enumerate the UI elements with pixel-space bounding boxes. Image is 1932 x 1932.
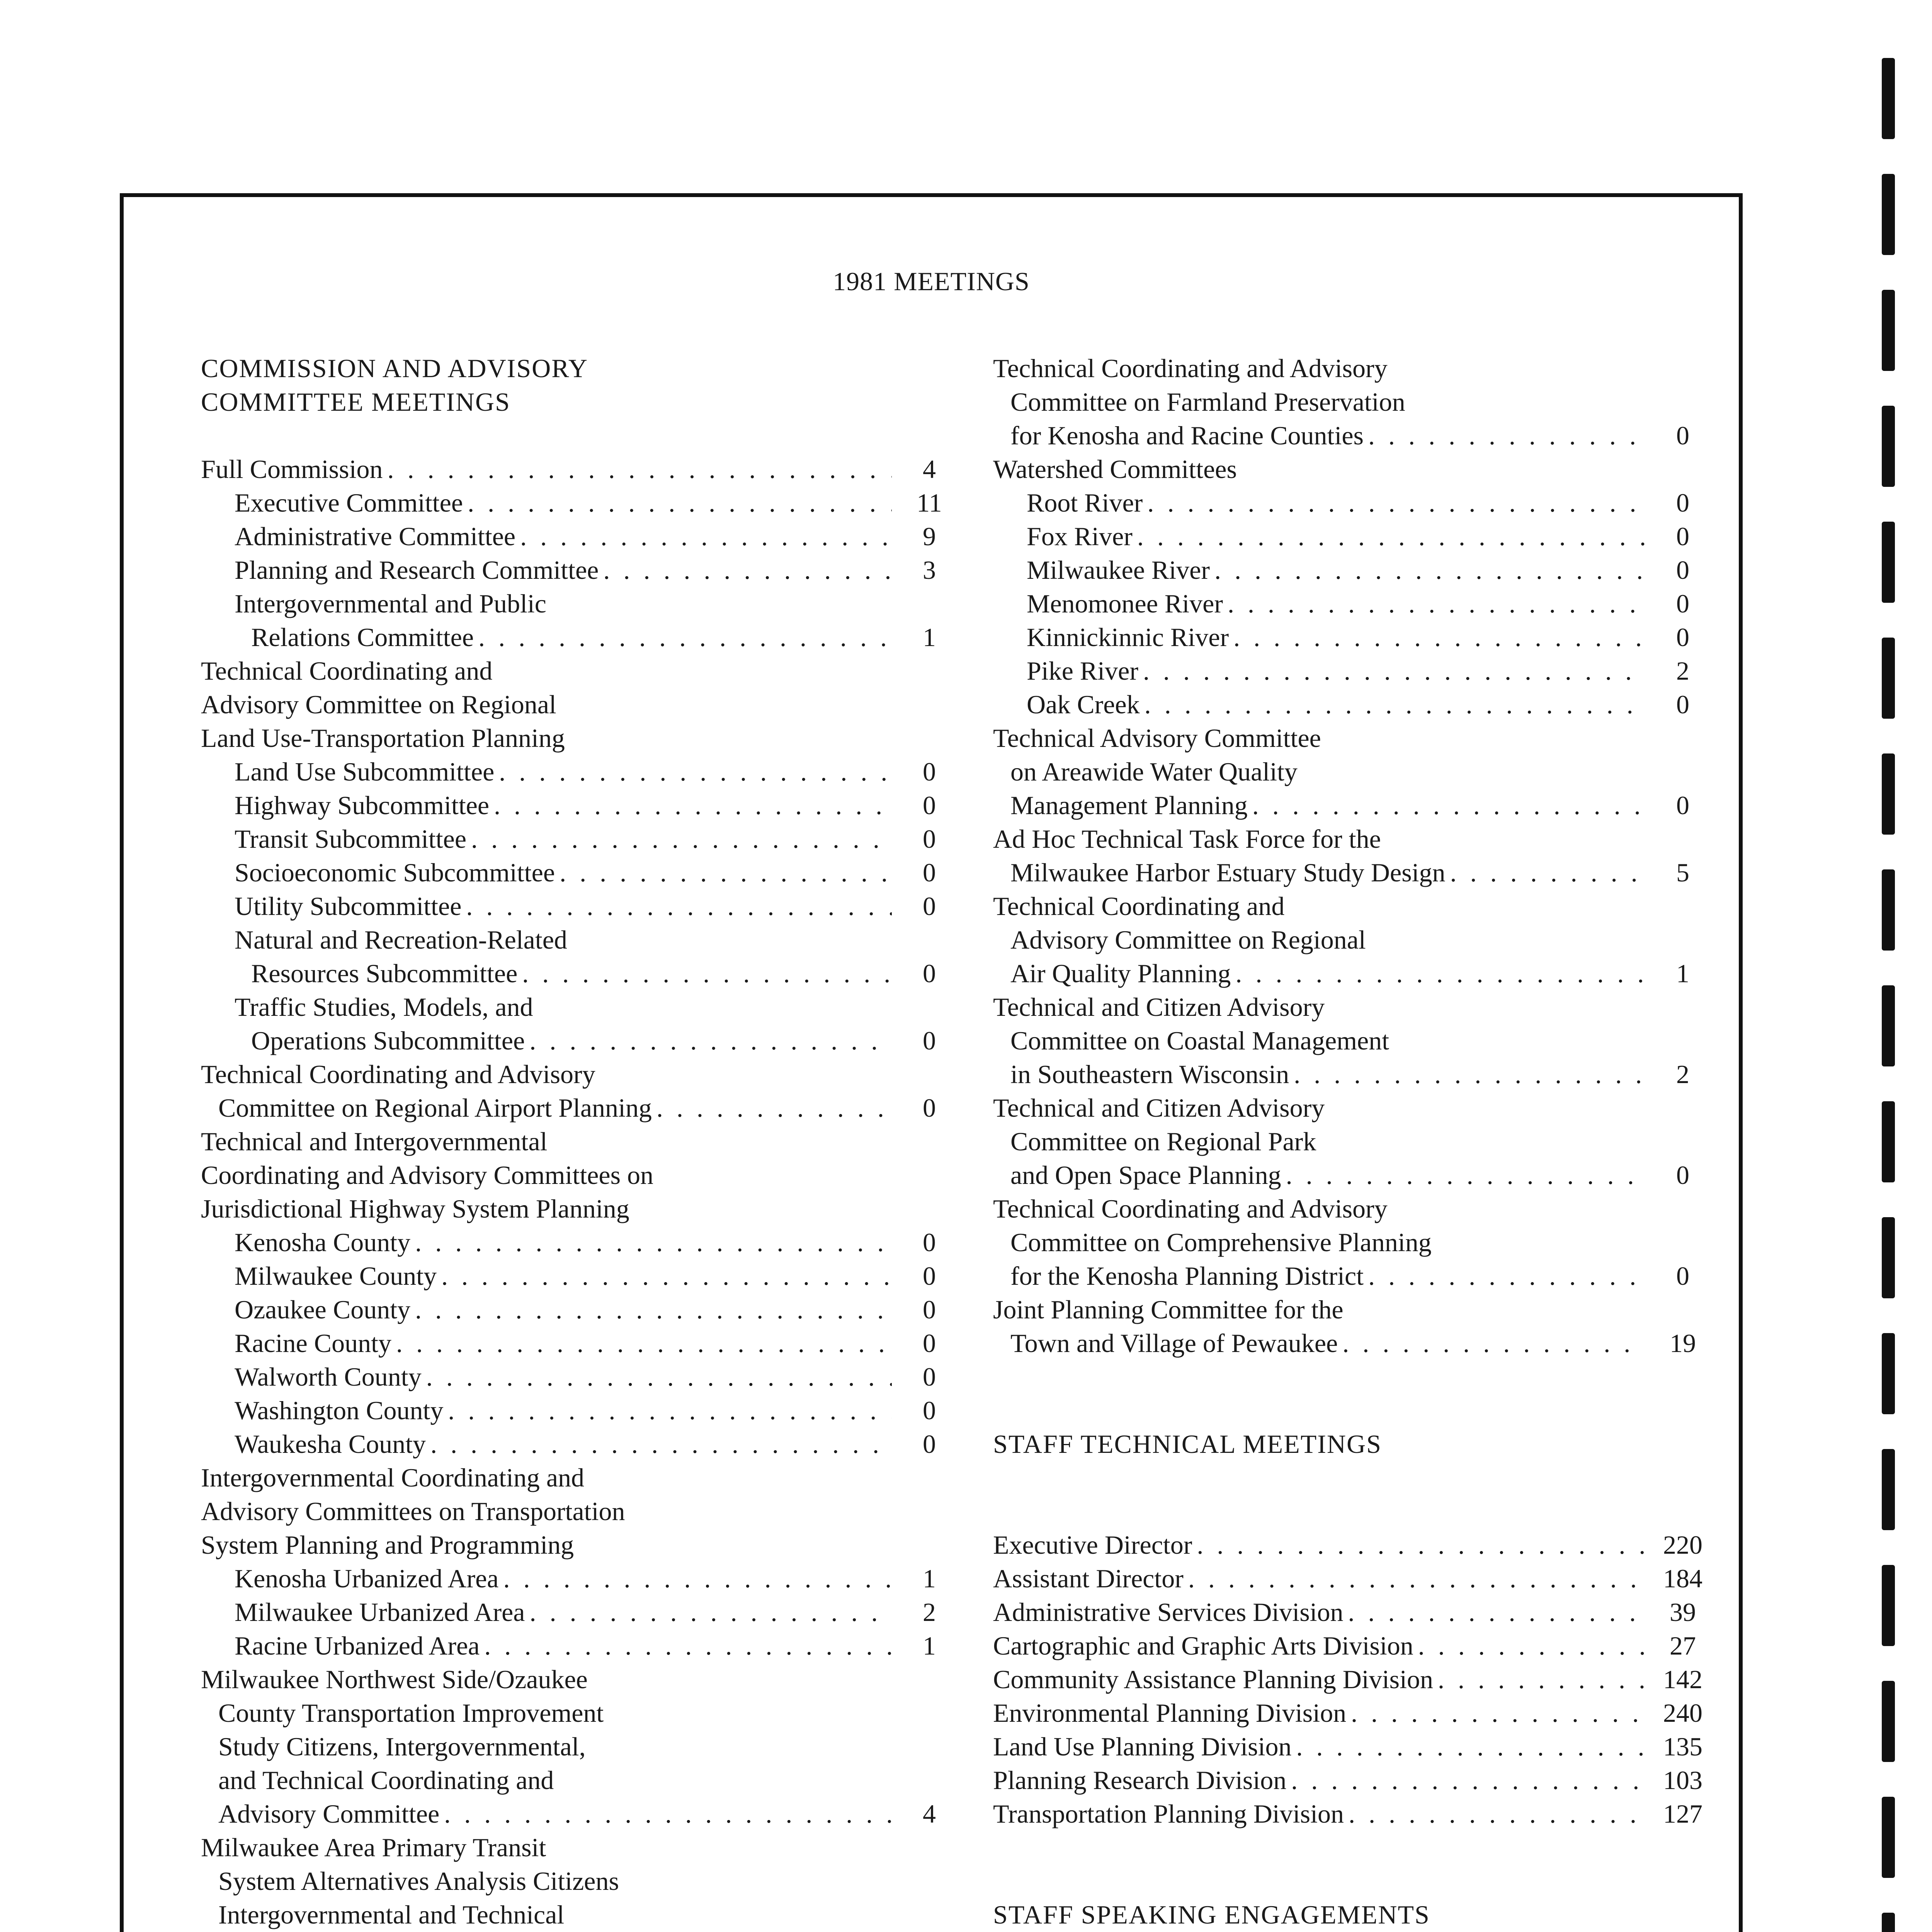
spacer — [993, 1394, 1716, 1427]
item-label: Committee on Regional Park — [1010, 1127, 1316, 1156]
list-item — [993, 1730, 1716, 1764]
list-item — [993, 1226, 1716, 1259]
list-item — [993, 352, 1716, 385]
list-item — [993, 1091, 1716, 1125]
item-count: 1 — [923, 1631, 936, 1660]
item-label: for the Kenosha Planning District — [1010, 1261, 1364, 1291]
dot-leader — [1286, 1158, 1645, 1192]
item-label: Technical and Citizen Advisory — [993, 1093, 1325, 1122]
dot-leader — [529, 1595, 892, 1629]
list-item — [201, 1091, 962, 1125]
list-item — [993, 1764, 1716, 1797]
list-item — [993, 1293, 1716, 1327]
list-item — [201, 486, 962, 520]
binding-mark — [1882, 174, 1895, 255]
list-item — [201, 1461, 962, 1495]
item-count: 0 — [923, 858, 936, 887]
item-count: 103 — [1663, 1765, 1702, 1795]
list-item — [201, 1663, 962, 1696]
list-item — [201, 856, 962, 889]
item-label: Fox River — [1027, 522, 1133, 551]
item-count: 0 — [923, 1093, 936, 1122]
item-label: Racine County — [235, 1328, 392, 1358]
list-item — [993, 452, 1716, 486]
dot-leader — [1188, 1562, 1645, 1595]
dot-leader — [1252, 789, 1645, 822]
item-label: Planning Research Division — [993, 1765, 1287, 1795]
item-label: on Areawide Water Quality — [1010, 757, 1298, 786]
dot-leader — [484, 1629, 892, 1663]
list-item — [993, 621, 1716, 654]
item-count: 0 — [923, 791, 936, 820]
list-item — [201, 1192, 962, 1226]
spacer — [201, 419, 962, 452]
list-item — [993, 889, 1716, 923]
item-label: Milwaukee Northwest Side/Ozaukee — [201, 1665, 588, 1694]
item-label: Technical Coordinating and Advisory — [993, 1194, 1388, 1223]
list-item — [201, 587, 962, 621]
item-count: 39 — [1670, 1597, 1696, 1627]
list-item — [993, 1058, 1716, 1091]
item-count: 11 — [917, 488, 942, 517]
list-item — [993, 587, 1716, 621]
item-label: Menomonee River — [1027, 589, 1223, 618]
item-label: Committee on Coastal Management — [1010, 1026, 1389, 1055]
list-item — [201, 923, 962, 957]
dot-leader — [1368, 1259, 1645, 1293]
binding-mark — [1882, 638, 1895, 719]
list-item — [993, 1629, 1716, 1663]
item-count: 1 — [923, 622, 936, 652]
item-label: Kenosha County — [235, 1228, 411, 1257]
list-item — [993, 1528, 1716, 1562]
list-item — [993, 822, 1716, 856]
list-item — [201, 621, 962, 654]
item-count: 2 — [1676, 1060, 1689, 1089]
item-label: Traffic Studies, Models, and — [235, 992, 533, 1022]
spacer — [993, 1360, 1716, 1394]
item-label: Utility Subcommittee — [235, 891, 462, 921]
list-item — [201, 990, 962, 1024]
list-item — [993, 789, 1716, 822]
binding-mark — [1882, 1333, 1895, 1414]
item-label: Socioeconomic Subcommittee — [235, 858, 555, 887]
item-label: Intergovernmental and Public — [235, 589, 546, 618]
dot-leader — [471, 822, 892, 856]
dot-leader — [1418, 1629, 1645, 1663]
list-item — [993, 385, 1716, 419]
item-label: Air Quality Planning — [1010, 959, 1231, 988]
item-count: 0 — [1676, 622, 1689, 652]
item-count: 0 — [923, 1295, 936, 1324]
item-label: Study Citizens, Intergovernmental, — [218, 1732, 586, 1761]
item-label: Natural and Recreation-Related — [235, 925, 567, 954]
item-label: Milwaukee Harbor Estuary Study Design — [1010, 858, 1446, 887]
item-count: 240 — [1663, 1698, 1702, 1728]
list-item — [993, 990, 1716, 1024]
list-item — [993, 923, 1716, 957]
item-label: County Transportation Improvement — [218, 1698, 604, 1728]
staff-technical-heading: STAFF TECHNICAL MEETINGS — [993, 1429, 1382, 1459]
dot-leader — [1235, 957, 1645, 990]
page-frame — [120, 193, 1743, 1932]
item-count: 0 — [1676, 1261, 1689, 1291]
item-label: Land Use Subcommittee — [235, 757, 495, 786]
list-item — [993, 520, 1716, 553]
binding-marks — [1874, 58, 1905, 1932]
item-label: and Technical Coordinating and — [218, 1765, 554, 1795]
item-count: 142 — [1663, 1665, 1702, 1694]
item-count: 0 — [1676, 791, 1689, 820]
binding-mark — [1882, 1101, 1895, 1182]
list-item — [201, 1226, 962, 1259]
item-label: Administrative Services Division — [993, 1597, 1344, 1627]
item-count: 27 — [1670, 1631, 1696, 1660]
list-item — [201, 553, 962, 587]
spacer — [993, 1495, 1716, 1528]
item-count: 2 — [1676, 656, 1689, 685]
item-count: 0 — [1676, 690, 1689, 719]
item-label: Land Use Planning Division — [993, 1732, 1292, 1761]
item-count: 0 — [923, 824, 936, 854]
dot-leader — [1349, 1797, 1645, 1831]
binding-mark — [1882, 985, 1895, 1066]
item-count: 1 — [923, 1564, 936, 1593]
item-label: Milwaukee Area Primary Transit — [201, 1833, 546, 1862]
dot-leader — [466, 889, 892, 923]
list-item — [201, 1797, 962, 1831]
staff-speaking-heading: STAFF SPEAKING ENGAGEMENTS — [993, 1900, 1430, 1929]
dot-leader — [441, 1259, 892, 1293]
left-column — [201, 352, 962, 1932]
dot-leader — [478, 621, 892, 654]
list-item — [201, 1562, 962, 1595]
list-item — [201, 1528, 962, 1562]
item-label: Advisory Committees on Transportation — [201, 1497, 625, 1526]
item-count: 0 — [923, 1328, 936, 1358]
binding-mark — [1882, 1565, 1895, 1646]
list-item — [201, 1831, 962, 1864]
dot-leader — [499, 755, 892, 789]
item-count: 2 — [923, 1597, 936, 1627]
item-label: Waukesha County — [235, 1429, 426, 1459]
item-label: Advisory Committee — [218, 1799, 440, 1828]
dot-leader — [1145, 688, 1645, 721]
list-item — [201, 822, 962, 856]
list-item — [201, 1024, 962, 1058]
item-label: Advisory Committee on Regional — [201, 690, 556, 719]
dot-leader — [1450, 856, 1645, 889]
item-label: Administrative Committee — [235, 522, 516, 551]
list-item — [993, 1663, 1716, 1696]
binding-mark — [1882, 1217, 1895, 1298]
page-title: 1981 MEETINGS — [833, 267, 1030, 296]
item-count: 0 — [1676, 488, 1689, 517]
item-count: 0 — [1676, 421, 1689, 450]
item-count: 1 — [1676, 959, 1689, 988]
commission-meetings-list — [201, 452, 962, 1932]
dot-leader — [520, 520, 892, 553]
item-label: Technical Advisory Committee — [993, 723, 1321, 753]
item-label: Intergovernmental and Technical — [218, 1900, 565, 1929]
item-count: 0 — [923, 1228, 936, 1257]
item-count: 0 — [1676, 589, 1689, 618]
binding-mark — [1882, 1449, 1895, 1530]
item-count: 0 — [923, 757, 936, 786]
list-item — [201, 1394, 962, 1427]
list-item — [993, 688, 1716, 721]
dot-leader — [656, 1091, 892, 1125]
item-count: 0 — [923, 1396, 936, 1425]
list-item — [993, 755, 1716, 789]
item-label: for Kenosha and Racine Counties — [1010, 421, 1364, 450]
item-label: Joint Planning Committee for the — [993, 1295, 1344, 1324]
item-label: Highway Subcommittee — [235, 791, 490, 820]
list-item — [201, 1360, 962, 1394]
item-label: System Planning and Programming — [201, 1530, 574, 1560]
dot-leader — [503, 1562, 892, 1595]
item-label: Milwaukee River — [1027, 555, 1210, 585]
item-label: Transportation Planning Division — [993, 1799, 1344, 1828]
item-label: Executive Committee — [235, 488, 463, 517]
item-label: Technical Coordinating and — [993, 891, 1285, 921]
item-label: Technical and Citizen Advisory — [993, 992, 1325, 1022]
list-item — [201, 1696, 962, 1730]
list-item — [993, 856, 1716, 889]
binding-mark — [1882, 869, 1895, 951]
binding-mark — [1882, 1913, 1895, 1932]
binding-mark — [1882, 753, 1895, 835]
list-item — [201, 1595, 962, 1629]
item-count: 5 — [1676, 858, 1689, 887]
item-count: 0 — [1676, 1160, 1689, 1190]
item-label: Coordinating and Advisory Committees on — [201, 1160, 654, 1190]
item-count: 0 — [923, 1026, 936, 1055]
dot-leader — [1228, 587, 1645, 621]
item-count: 0 — [923, 891, 936, 921]
spacer — [993, 1864, 1716, 1898]
item-count: 0 — [923, 1261, 936, 1291]
item-label: Jurisdictional Highway System Planning — [201, 1194, 629, 1223]
spacer — [993, 1831, 1716, 1864]
item-label: Ozaukee County — [235, 1295, 411, 1324]
binding-mark — [1882, 406, 1895, 487]
binding-mark — [1882, 1681, 1895, 1762]
item-label: Walworth County — [235, 1362, 422, 1391]
item-count: 0 — [1676, 522, 1689, 551]
item-label: Technical Coordinating and Advisory — [993, 354, 1388, 383]
dot-leader — [494, 789, 892, 822]
list-item — [993, 1797, 1716, 1831]
item-count: 0 — [923, 959, 936, 988]
dot-leader — [1438, 1663, 1645, 1696]
item-label: Committee on Comprehensive Planning — [1010, 1228, 1432, 1257]
item-count: 9 — [923, 522, 936, 551]
right-column — [993, 352, 1716, 1932]
item-label: System Alternatives Analysis Citizens — [218, 1866, 619, 1896]
item-label: Relations Committee — [251, 622, 474, 652]
item-label: Technical Coordinating and Advisory — [201, 1060, 595, 1089]
item-count: 0 — [1676, 555, 1689, 585]
item-label: Cartographic and Graphic Arts Division — [993, 1631, 1413, 1660]
item-label: Racine Urbanized Area — [235, 1631, 480, 1660]
dot-leader — [1291, 1764, 1645, 1797]
item-label: Land Use-Transportation Planning — [201, 723, 565, 753]
dot-leader — [430, 1427, 892, 1461]
item-label: Executive Director — [993, 1530, 1192, 1560]
item-count: 4 — [923, 1799, 936, 1828]
staff-technical-list — [993, 1528, 1716, 1831]
dot-leader — [387, 452, 892, 486]
list-item — [993, 553, 1716, 587]
item-label: Kinnickinnic River — [1027, 622, 1229, 652]
item-label: Milwaukee County — [235, 1261, 437, 1291]
item-label: Town and Village of Pewaukee — [1010, 1328, 1338, 1358]
item-label: Environmental Planning Division — [993, 1698, 1347, 1728]
item-count: 0 — [923, 1429, 936, 1459]
list-item — [993, 957, 1716, 990]
item-label: in Southeastern Wisconsin — [1010, 1060, 1289, 1089]
item-label: Management Planning — [1010, 791, 1248, 820]
dot-leader — [1233, 621, 1645, 654]
dot-leader — [426, 1360, 892, 1394]
list-item — [993, 654, 1716, 688]
list-item — [201, 957, 962, 990]
list-item — [201, 1058, 962, 1091]
dot-leader — [1197, 1528, 1645, 1562]
list-item — [993, 1696, 1716, 1730]
item-label: Pike River — [1027, 656, 1138, 685]
item-label: Operations Subcommittee — [251, 1026, 525, 1055]
binding-mark — [1882, 1797, 1895, 1878]
item-label: and Open Space Planning — [1010, 1160, 1281, 1190]
list-item — [201, 654, 962, 688]
dot-leader — [415, 1293, 892, 1327]
list-item — [201, 1293, 962, 1327]
list-item — [201, 688, 962, 721]
item-label: Full Commission — [201, 454, 383, 484]
list-item — [993, 1562, 1716, 1595]
dot-leader — [1296, 1730, 1645, 1764]
dot-leader — [1147, 486, 1645, 520]
item-label: Transit Subcommittee — [235, 824, 467, 854]
item-label: Planning and Research Committee — [235, 555, 599, 585]
list-item — [993, 1192, 1716, 1226]
commission-heading — [201, 352, 962, 419]
item-label: Ad Hoc Technical Task Force for the — [993, 824, 1381, 854]
list-item — [993, 1125, 1716, 1158]
item-count: 135 — [1663, 1732, 1702, 1761]
list-item — [201, 520, 962, 553]
item-label: Watershed Committees — [993, 454, 1237, 484]
item-label: Technical Coordinating and — [201, 656, 493, 685]
item-label: Kenosha Urbanized Area — [235, 1564, 499, 1593]
item-label: Washington County — [235, 1396, 444, 1425]
item-label: Resources Subcommittee — [251, 959, 518, 988]
list-item — [201, 1427, 962, 1461]
item-label: Technical and Intergovernmental — [201, 1127, 548, 1156]
item-label: Committee on Regional Airport Planning — [218, 1093, 652, 1122]
dot-leader — [444, 1797, 892, 1831]
item-count: 184 — [1663, 1564, 1702, 1593]
item-label: Root River — [1027, 488, 1143, 517]
list-item — [201, 721, 962, 755]
list-item — [993, 486, 1716, 520]
item-count: 220 — [1663, 1530, 1702, 1560]
dot-leader — [560, 856, 892, 889]
dot-leader — [1368, 419, 1645, 452]
list-item — [201, 1158, 962, 1192]
item-count: 0 — [923, 1362, 936, 1391]
list-item — [993, 1327, 1716, 1360]
list-item — [993, 1595, 1716, 1629]
list-item — [201, 1125, 962, 1158]
item-label: Committee on Farmland Preservation — [1010, 387, 1405, 417]
list-item — [201, 1629, 962, 1663]
list-item — [993, 721, 1716, 755]
item-label: Advisory Committee on Regional — [1010, 925, 1366, 954]
dot-leader — [448, 1394, 892, 1427]
list-item — [993, 419, 1716, 452]
dot-leader — [529, 1024, 892, 1058]
list-item — [201, 1259, 962, 1293]
dot-leader — [468, 486, 892, 520]
dot-leader — [396, 1327, 892, 1360]
dot-leader — [415, 1226, 892, 1259]
list-item — [201, 1495, 962, 1528]
committee-meetings-list — [993, 352, 1716, 1360]
list-item — [201, 1764, 962, 1797]
list-item — [993, 1259, 1716, 1293]
list-item — [201, 1327, 962, 1360]
item-label: Milwaukee Urbanized Area — [235, 1597, 525, 1627]
dot-leader — [1143, 654, 1645, 688]
heading-line: COMMITTEE MEETINGS — [201, 387, 510, 417]
list-item — [201, 1730, 962, 1764]
binding-mark — [1882, 290, 1895, 371]
list-item — [201, 1864, 962, 1898]
dot-leader — [1214, 553, 1645, 587]
item-count: 19 — [1670, 1328, 1696, 1358]
item-count: 3 — [923, 555, 936, 585]
item-count: 4 — [923, 454, 936, 484]
list-item — [993, 1024, 1716, 1058]
item-label: Oak Creek — [1027, 690, 1140, 719]
item-label: Community Assistance Planning Division — [993, 1665, 1434, 1694]
list-item — [201, 889, 962, 923]
dot-leader — [603, 553, 892, 587]
list-item — [201, 789, 962, 822]
dot-leader — [1351, 1696, 1645, 1730]
list-item — [993, 1158, 1716, 1192]
item-label: Intergovernmental Coordinating and — [201, 1463, 585, 1492]
dot-leader — [1294, 1058, 1645, 1091]
dot-leader — [522, 957, 892, 990]
heading-line: COMMISSION AND ADVISORY — [201, 354, 588, 383]
list-item — [201, 1898, 962, 1932]
dot-leader — [1342, 1327, 1645, 1360]
binding-mark — [1882, 58, 1895, 139]
dot-leader — [1348, 1595, 1645, 1629]
list-item — [201, 755, 962, 789]
list-item — [201, 452, 962, 486]
item-label: Assistant Director — [993, 1564, 1184, 1593]
spacer — [993, 1461, 1716, 1495]
dot-leader — [1137, 520, 1645, 553]
binding-mark — [1882, 522, 1895, 603]
item-count: 127 — [1663, 1799, 1702, 1828]
